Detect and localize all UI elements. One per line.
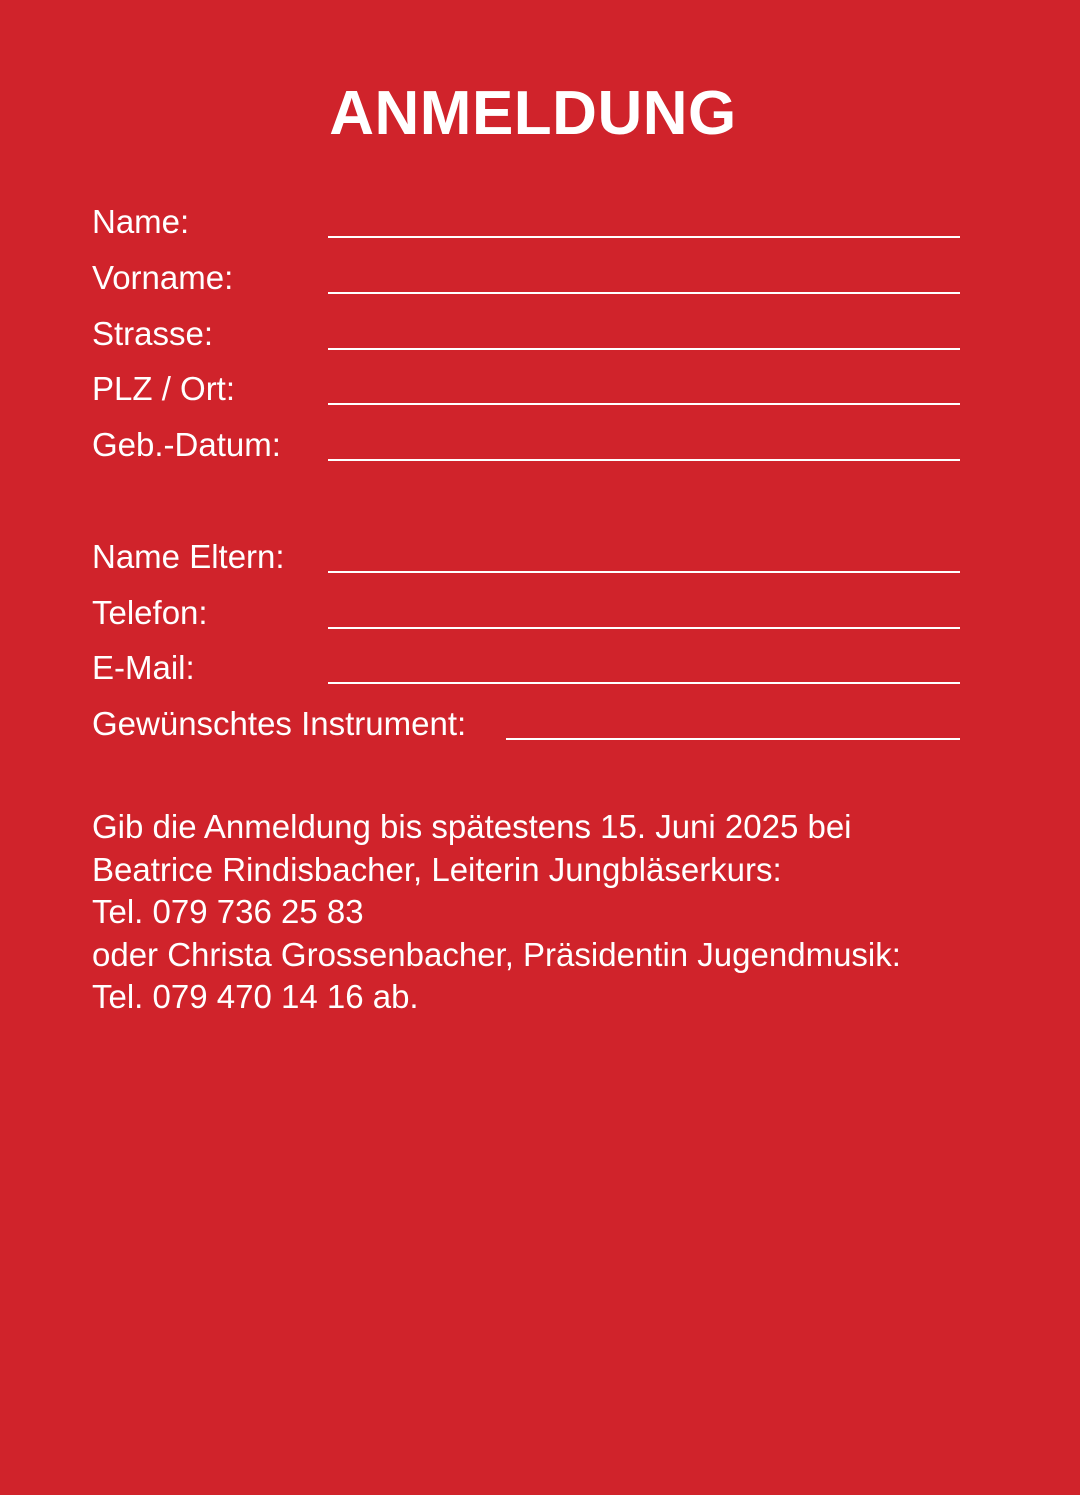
note-line: Beatrice Rindisbacher, Leiterin Jungbläserkurs: [92,850,782,888]
field-geburtsdatum[interactable] [92,423,960,467]
submission-note [92,806,992,1019]
note-phone: Tel. 079 470 14 16 ab. [92,978,419,1015]
field-label: E-Mail: [92,649,195,686]
field-plz-ort[interactable] [92,367,960,411]
blank-line[interactable] [328,571,960,573]
field-instrument[interactable] [92,702,960,746]
field-label: Gewünschtes Instrument: [92,705,467,742]
form-title: ANMELDUNG [329,79,737,148]
field-vorname[interactable] [92,256,960,300]
blank-line[interactable] [328,236,960,238]
field-telefon[interactable] [92,591,960,635]
field-label: Telefon: [92,594,208,631]
blank-line[interactable] [328,682,960,684]
field-label: Strasse: [92,315,214,352]
blank-line[interactable] [328,292,960,294]
field-label: Vorname: [92,259,234,296]
field-name-eltern[interactable] [92,535,960,579]
blank-line[interactable] [506,738,960,740]
blank-line[interactable] [328,403,960,405]
note-line: Gib die Anmeldung bis spätestens 15. Juni 2025 bei [92,808,852,845]
field-label: PLZ / Ort: [92,370,236,407]
blank-line[interactable] [328,459,960,461]
field-name[interactable] [92,200,960,244]
note-line: oder Christa Grossenbacher, Präsidentin Jugendmusik: [92,935,901,973]
field-label: Name: [92,203,190,240]
blank-line[interactable] [328,627,960,629]
field-label: Geb.-Datum: [92,426,281,463]
blank-line[interactable] [328,348,960,350]
field-strasse[interactable] [92,312,960,356]
field-email[interactable] [92,646,960,690]
note-phone: Tel. 079 736 25 83 [92,893,364,930]
field-label: Name Eltern: [92,538,285,575]
